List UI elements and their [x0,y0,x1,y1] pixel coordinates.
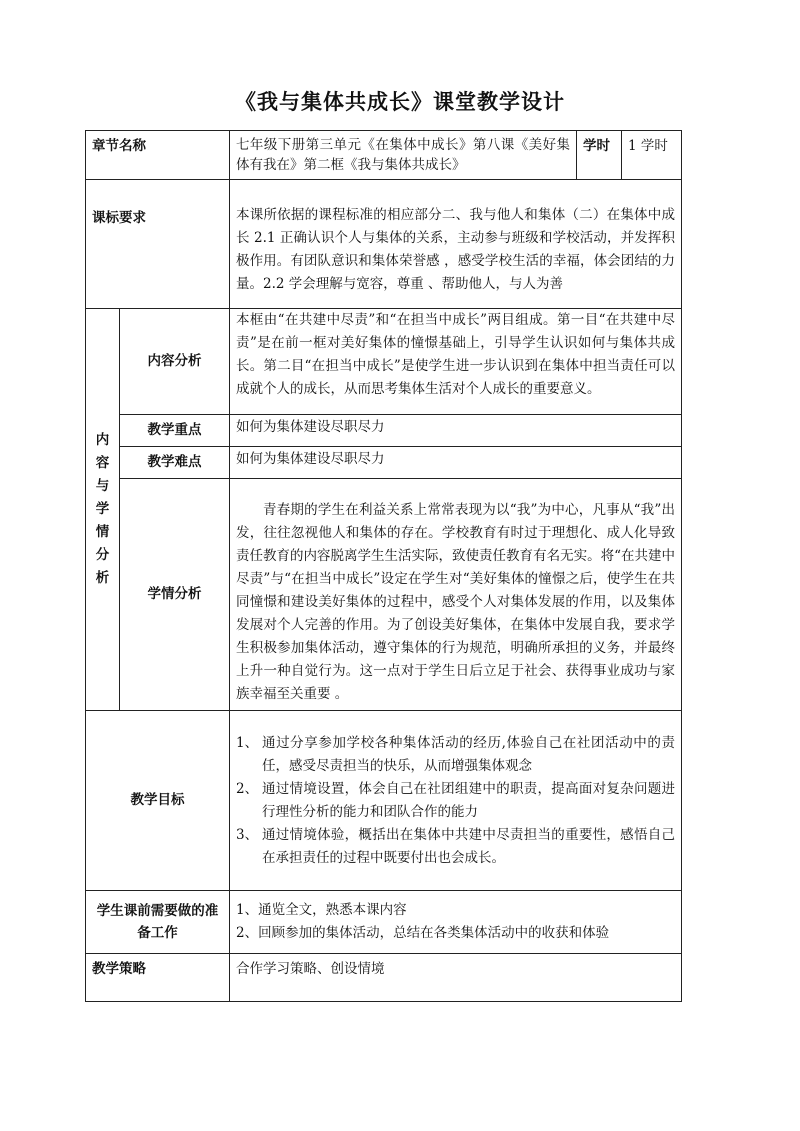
strategy-label: 教学策略 [86,954,230,1002]
chapter-row [86,131,682,180]
goal-item: 1、 通过分享参加学校各种集体活动的经历,体验自己在社团活动中的责任，感受尽责担当的快乐，从而增强集体观念 [236,734,675,774]
key-point-label: 教学重点 [120,415,230,447]
goals-row [86,711,682,891]
difficulty-label: 教学难点 [120,447,230,479]
group-char: 分 [95,547,110,563]
strategy-row [86,954,682,1002]
prep-item: 1、通览全文，熟悉本课内容 [236,902,407,918]
key-point-value: 如何为集体建设尽职尽力 [230,415,682,447]
content-analysis-label: 内容分析 [120,309,230,415]
standard-row [86,180,682,309]
chapter-value: 七年级下册第三单元《在集体中成长》第八课《美好集体有我在》第二框《我与集体共成长》 [230,131,577,180]
page-title: 《我与集体共成长》课堂教学设计 [235,90,565,114]
lesson-plan-table [85,130,682,1002]
goal-item: 2、 通过情境设置，体会自己在社团组建中的职责，提高面对复杂问题进行理性分析的能力和团队合作的能力 [236,780,675,820]
students-label: 学情分析 [120,479,230,711]
analysis-group-label [86,309,120,711]
prep-label: 学生课前需要做的准备工作 [86,891,230,954]
students-row [86,479,682,711]
strategy-value: 合作学习策略、创设情境 [230,954,682,1002]
group-char: 学 [95,501,110,517]
prep-row [86,891,682,954]
standard-value: 本课所依据的课程标准的相应部分二、我与他人和集体（二）在集体中成长 2.1 正确认识个人与集体的关系，主动参与班级和学校活动，并发挥积极作用。有团队意识和集体荣誉感 ，感受学校生活的幸福，体会团结的力量。2.2 学会理解与宽容，尊重 、帮助他人，与人为善 [230,180,682,309]
prep-cell [230,891,682,954]
group-char: 内 [95,432,110,448]
goals-label: 教学目标 [86,711,230,891]
students-value: 青春期的学生在利益关系上常常表现为以“我”为中心，凡事从“我”出发，往往忽视他人和集体的存在。学校教育有时过于理想化、成人化导致责任教育的内容脱离学生生活实际，致使责任教育有名无实。将“在共建中尽责”与“在担当中成长”设定在学生对“美好集体的憧憬之后，使学生在共同憧憬和建设美好集体的过程中，感受个人对集体发展的作用，以及集体发展对个人完善的作用。为了创设美好集体，在集体中发展自我，要求学生积极参加集体活动，遵守集体的行为规范，明确所承担的义务，并最终上升一种自觉行为。这一点对于学生日后立足于社会、获得事业成功与家族幸福至关重要 。 [230,479,682,711]
goal-item: 3、 通过情境体验，概括出在集体中共建中尽责担当的重要性，感悟自己在承担责任的过程中既要付出也会成长。 [236,826,675,866]
hours-value: 1 学时 [622,131,682,180]
difficulty-value: 如何为集体建设尽职尽力 [230,447,682,479]
difficulty-row [86,447,682,479]
group-char: 情 [95,524,110,540]
content-analysis-value: 本框由“在共建中尽责”和“在担当中成长”两目组成。第一目“在共建中尽责”是在前一框对美好集体的憧憬基础上，引导学生认识如何与集体共成长。第二目“在担当中成长”是使学生进一步认识到在集体中担当责任可以成就个人的成长，从而思考集体生活对个人成长的重要意义。 [230,309,682,415]
prep-item: 2、回顾参加的集体活动，总结在各类集体活动中的收获和体验 [236,925,610,941]
group-char: 容 [95,455,110,471]
standard-label: 课标要求 [86,180,230,309]
hours-label: 学时 [577,131,622,180]
group-char: 析 [95,570,110,586]
goals-list-cell [230,711,682,891]
chapter-label: 章节名称 [86,131,230,180]
goals-list [236,732,675,870]
key-point-row [86,415,682,447]
group-char: 与 [95,478,110,494]
content-analysis-row [86,309,682,415]
